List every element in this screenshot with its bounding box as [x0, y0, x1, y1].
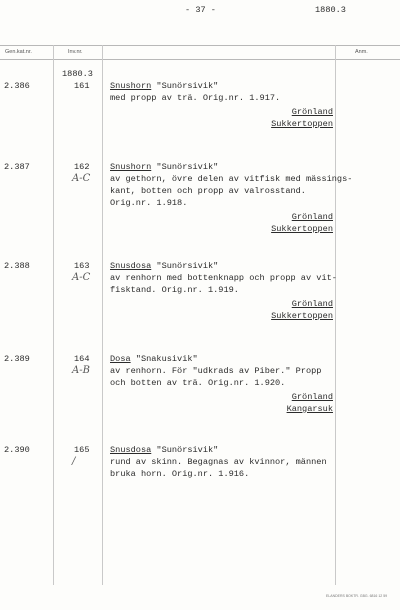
place-country: Grönland — [291, 212, 333, 222]
col-divider-1 — [53, 45, 54, 585]
col-header-inv-nr: Inv.nr. — [68, 49, 83, 55]
object-title: Snusdosa — [110, 261, 152, 271]
description-line: Orig.nr. 1.918. — [110, 198, 188, 208]
description-line: rund av skinn. Begagnas av kvinnor, männen — [110, 457, 327, 467]
header-bottom-rule — [0, 59, 400, 60]
place-country: Grönland — [291, 299, 333, 309]
description-line: och botten av trä. Orig.nr. 1.920. — [110, 378, 286, 388]
gen-kat-nr: 2.388 — [4, 261, 30, 271]
inv-nr: 165 — [74, 445, 90, 455]
object-native-name: "Sunörsivik" — [151, 261, 219, 271]
entry-first-line — [110, 161, 218, 173]
inv-nr: 163 — [74, 261, 90, 271]
description-line: av gethorn, övre delen av vitfisk med mässings- — [110, 174, 353, 184]
description-line: med propp av trä. Orig.nr. 1.917. — [110, 93, 281, 103]
col-divider-3 — [335, 45, 336, 585]
gen-kat-nr: 2.387 — [4, 162, 30, 172]
col-header-gen-kat-nr: Gen.kat.nr. — [5, 49, 32, 55]
entry-first-line — [110, 444, 218, 456]
inv-nr: 161 — [74, 81, 90, 91]
printer-footer: ELANDERS BOKTR. GBG. 6816 12 59 — [326, 594, 388, 598]
gen-kat-nr: 2.386 — [4, 81, 30, 91]
page-year: 1880.3 — [315, 5, 346, 15]
object-native-name: "Sunörsivik" — [151, 445, 219, 455]
place-locality: Sukkertoppen — [271, 119, 333, 129]
page-number: - 37 - — [185, 5, 216, 15]
col-divider-2 — [102, 45, 103, 585]
object-title: Snushorn — [110, 81, 152, 91]
entry-first-line — [110, 80, 218, 92]
description-line: bruka horn. Orig.nr. 1.916. — [110, 469, 250, 479]
handwritten-annotation: / — [72, 456, 76, 467]
place-locality: Sukkertoppen — [271, 224, 333, 234]
entry-first-line — [110, 353, 198, 365]
description-line: av renhorn med bottenknapp och propp av vit- — [110, 273, 337, 283]
place-locality: Kangarsuk — [286, 404, 333, 414]
handwritten-annotation: A-C — [72, 173, 91, 184]
inv-nr: 164 — [74, 354, 90, 364]
gen-kat-nr: 2.389 — [4, 354, 30, 364]
object-native-name: "Sunörsivik" — [151, 81, 219, 91]
place-country: Grönland — [291, 107, 333, 117]
description-line: av renhorn. För "udkrads av Piber." Propp — [110, 366, 322, 376]
object-title: Dosa — [110, 354, 131, 364]
object-native-name: "Snakusivik" — [130, 354, 198, 364]
object-title: Snushorn — [110, 162, 152, 172]
place-locality: Sukkertoppen — [271, 311, 333, 321]
description-line: kant, botten och propp av valrosstand. — [110, 186, 306, 196]
description-line: fisktand. Orig.nr. 1.919. — [110, 285, 239, 295]
handwritten-annotation: A-C — [72, 272, 91, 283]
header-top-rule — [0, 45, 400, 46]
series-year: 1880.3 — [62, 69, 93, 79]
entry-first-line — [110, 260, 218, 272]
gen-kat-nr: 2.390 — [4, 445, 30, 455]
object-native-name: "Sunörsivik" — [151, 162, 219, 172]
object-title: Snusdosa — [110, 445, 152, 455]
col-header-anm: Anm. — [355, 49, 368, 55]
inv-nr: 162 — [74, 162, 90, 172]
handwritten-annotation: A-B — [72, 365, 90, 376]
place-country: Grönland — [291, 392, 333, 402]
